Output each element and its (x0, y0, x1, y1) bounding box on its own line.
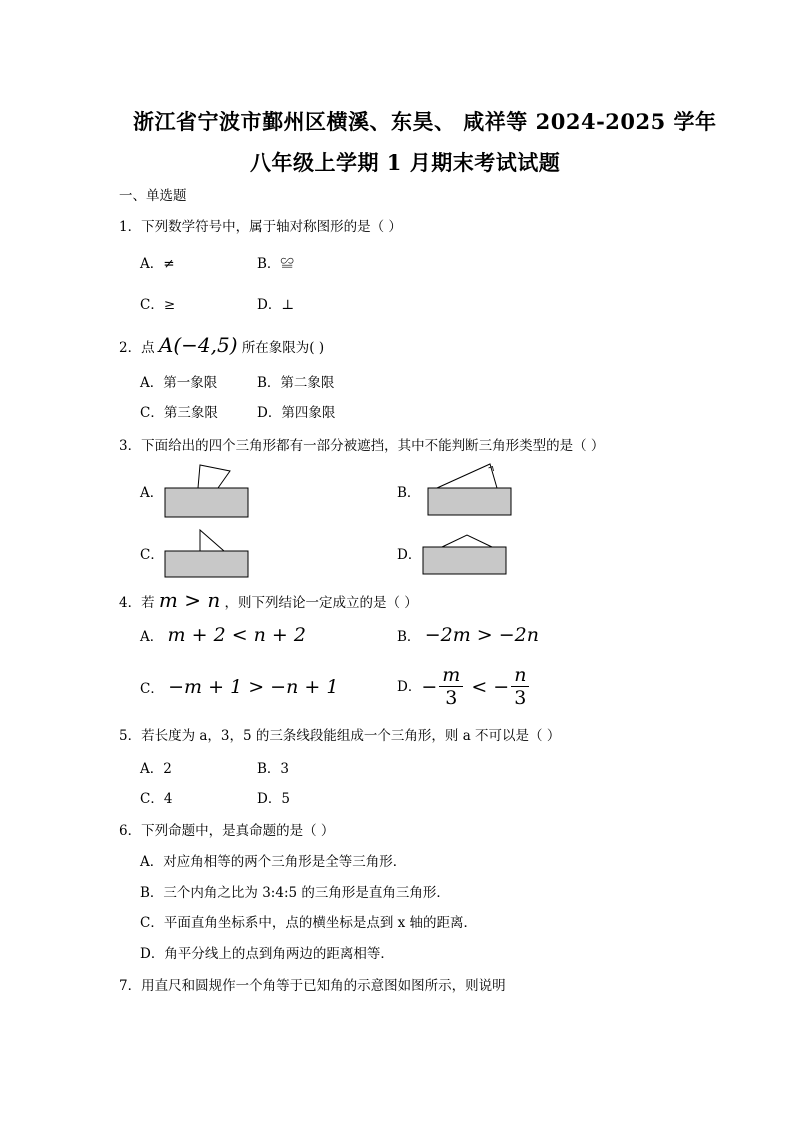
q3-figure-a-cover (165, 488, 248, 517)
q4-option-a-expr: m + 2 < n + 2 (167, 624, 306, 646)
q4-option-d-middle: < − (465, 675, 510, 698)
q3-option-a[interactable]: A． (140, 485, 164, 501)
q4-option-c[interactable] (140, 678, 338, 698)
q2-option-b[interactable]: B．第二象限 (257, 375, 335, 391)
q4-option-d-denominator-1: 3 (445, 687, 458, 709)
q4-condition: m > n (158, 588, 221, 612)
q3-option-c[interactable]: C． (140, 547, 164, 563)
q4-stem (119, 588, 418, 612)
q3-figure-a (160, 462, 260, 522)
q1-option-a[interactable]: A．≠ (140, 256, 175, 272)
title-line-2: 八年级上学期 1 月期末考试试题 (250, 150, 561, 175)
q6-stem: 6．下列命题中，是真命题的是（ ） (119, 823, 335, 839)
q3-figure-d-triangle (442, 535, 492, 547)
q4-option-d-fraction-2 (511, 664, 529, 709)
q5-option-a[interactable]: A．2 (140, 761, 172, 777)
q4-option-a-label: A． (140, 629, 164, 645)
q3-stem: 3．下面给出的四个三角形都有一部分被遮挡，其中不能判断三角形类型的是（ ） (119, 438, 605, 454)
q4-option-b[interactable] (397, 626, 539, 646)
q4-option-c-label: C． (140, 681, 164, 697)
q1-stem: 1．下列数学符号中，属于轴对称图形的是（ ） (119, 219, 402, 235)
q6-option-c[interactable]: C．平面直角坐标系中，点的横坐标是点到 x 轴的距离． (140, 915, 478, 931)
q6-option-a[interactable]: A．对应角相等的两个三角形是全等三角形． (140, 854, 407, 870)
q3-figure-d-cover (423, 547, 506, 574)
q5-stem: 5．若长度为 a，3，5 的三条线段能组成一个三角形，则 a 不可以是（ ） (119, 728, 561, 744)
q4-option-d-label: D． (397, 678, 422, 695)
q3-option-b[interactable]: B． (397, 485, 421, 501)
q2-option-a[interactable]: A．第一象限 (140, 375, 218, 391)
q3-figure-b-cover (428, 488, 511, 515)
q6-option-d[interactable]: D．角平分线上的点到角两边的距离相等． (140, 946, 394, 962)
q4-option-d-numerator-2: n (511, 664, 529, 687)
q4-option-a[interactable] (140, 626, 306, 646)
q6-option-b[interactable]: B．三个内角之比为 3:4:5 的三角形是直角三角形． (140, 885, 450, 901)
q4-option-b-expr: −2m > −2n (424, 624, 539, 646)
q2-option-d[interactable]: D．第四象限 (257, 405, 336, 421)
q3-figure-c (160, 525, 260, 585)
q5-option-c[interactable]: C．4 (140, 791, 173, 807)
q4-option-d[interactable] (397, 664, 531, 709)
q4-stem-pre: 4．若 (119, 595, 155, 611)
q4-option-c-expr: −m + 1 > −n + 1 (168, 676, 339, 698)
q5-option-b[interactable]: B．3 (257, 761, 290, 777)
q4-option-d-numerator-1: m (439, 664, 463, 687)
q3-figure-a-triangle (198, 465, 230, 488)
section-heading: 一、单选题 (119, 188, 187, 204)
q1-option-b[interactable]: B．≌ (257, 256, 294, 272)
q2-stem-pre: 2．点 (119, 340, 155, 356)
q2-stem (119, 333, 325, 357)
q1-option-d[interactable]: D．⊥ (257, 297, 295, 313)
q2-option-c[interactable]: C．第三象限 (140, 405, 218, 421)
q3-option-d[interactable]: D． (397, 547, 422, 563)
q3-figure-d (420, 525, 520, 585)
q3-figure-b (425, 462, 525, 522)
q7-stem: 7．用直尺和圆规作一个角等于已知角的示意图如图所示，则说明 (119, 978, 506, 994)
q2-point: A(−4,5) (158, 333, 238, 357)
q4-option-d-sign: − (421, 675, 438, 698)
q1-option-c[interactable]: C．≥ (140, 297, 176, 313)
q3-figure-b-triangle (437, 464, 497, 488)
title-line-1: 浙江省宁波市鄞州区横溪、东昊、 咸祥等 2024-2025 学年 (133, 109, 717, 134)
q4-option-d-denominator-2: 3 (514, 687, 527, 709)
q4-option-d-fraction-1 (439, 664, 463, 709)
q3-figure-c-cover (165, 551, 248, 577)
q2-stem-post: 所在象限为( ) (241, 340, 325, 356)
q4-stem-post: ，则下列结论一定成立的是（ ） (224, 595, 418, 611)
q3-figure-c-triangle (200, 530, 224, 551)
q4-option-b-label: B． (397, 629, 421, 645)
q5-option-d[interactable]: D．5 (257, 791, 290, 807)
